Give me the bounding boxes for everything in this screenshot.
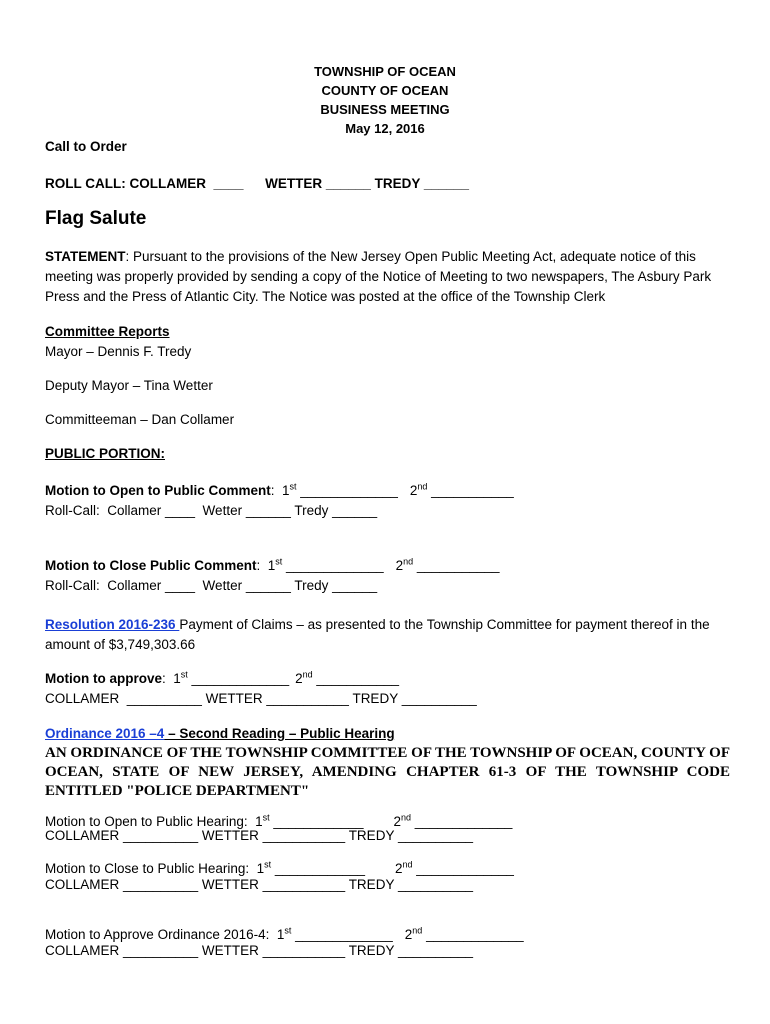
public-portion-heading: PUBLIC PORTION: bbox=[45, 446, 165, 461]
second-blank: _____________ bbox=[422, 927, 524, 942]
first-blank: _____________ bbox=[296, 483, 398, 498]
flag-salute-heading: Flag Salute bbox=[45, 208, 147, 229]
motion-open-public-comment bbox=[45, 483, 514, 498]
first-sup: st bbox=[289, 481, 297, 492]
statement-text: : Pursuant to the provisions of the New Jersey Open Public Meeting Act, adequate notice of this meeting was properly provided by sending a copy of the Notice of Meeting to two newspapers, The Asbury Park Press and the Press of Atlantic City. The Notice was posted at the office of the Township Clerk bbox=[45, 249, 712, 304]
second-blank: ___________ bbox=[427, 483, 514, 498]
motion-close-public-comment bbox=[45, 558, 500, 573]
motion-approve-label: Motion to approve bbox=[45, 671, 162, 686]
header-county: COUNTY OF OCEAN bbox=[321, 83, 449, 98]
second-label: 2 bbox=[395, 558, 404, 573]
first-label: : 1 bbox=[270, 483, 290, 498]
header-township: TOWNSHIP OF OCEAN bbox=[314, 64, 456, 79]
second-blank: ___________ bbox=[413, 558, 500, 573]
header-date: May 12, 2016 bbox=[345, 121, 425, 136]
second-sup: nd bbox=[402, 859, 413, 870]
roll-call-label: ROLL CALL: bbox=[45, 176, 126, 191]
second-blank: ___________ bbox=[312, 671, 400, 686]
second-sup: nd bbox=[417, 481, 428, 492]
second-label: 2 bbox=[395, 861, 403, 876]
first-sup: st bbox=[284, 925, 292, 936]
call-to-order: Call to Order bbox=[45, 139, 127, 154]
resolution-link[interactable]: Resolution 2016-236 bbox=[45, 617, 180, 632]
second-label: 2 bbox=[409, 483, 418, 498]
second-sup: nd bbox=[403, 556, 414, 567]
statement-paragraph bbox=[45, 247, 735, 307]
motion-open-public-label: Motion to Open to Public Comment bbox=[45, 483, 271, 498]
motion-open-hearing-rollcall: COLLAMER __________ WETTER ___________ TREDY __________ bbox=[45, 828, 474, 843]
committee-reports-heading: Committee Reports bbox=[45, 324, 170, 339]
roll-call-collamer: COLLAMER ____ bbox=[129, 176, 244, 191]
first-blank: _____________ bbox=[282, 558, 384, 573]
first-label: : 1 bbox=[162, 671, 181, 686]
second-label: 2 bbox=[404, 927, 413, 942]
statement-label: STATEMENT bbox=[45, 249, 126, 264]
motion-close-hearing-rollcall: COLLAMER __________ WETTER ___________ TREDY __________ bbox=[45, 877, 474, 892]
motion-open-public-rollcall: Roll-Call: Collamer ____ Wetter ______ Tredy ______ bbox=[45, 503, 378, 518]
motion-open-hearing bbox=[45, 814, 512, 829]
first-sup: st bbox=[275, 556, 283, 567]
motion-close-public-rollcall: Roll-Call: Collamer ____ Wetter ______ Tredy ______ bbox=[45, 578, 378, 593]
roll-call bbox=[45, 176, 469, 191]
ordinance-title: AN ORDINANCE OF THE TOWNSHIP COMMITTEE OF THE TOWNSHIP OF OCEAN, COUNTY OF OCEAN, STATE OF NEW JERSEY, AMENDING CHAPTER 61-3 OF THE TOWNSHIP CODE ENTITLED "POLICE DEPARTMENT" bbox=[45, 745, 730, 799]
motion-approve-ord-label: Motion to Approve Ordinance 2016-4: 1 bbox=[45, 927, 285, 942]
first-blank: ____________ bbox=[269, 814, 364, 829]
resolution-text: Payment of Claims – as presented to the Township Committee for payment thereof in the amount of $3,749,303.66 bbox=[45, 617, 710, 652]
roll-call-wetter: WETTER ______ bbox=[265, 176, 371, 191]
motion-open-hearing-label: Motion to Open to Public Hearing: 1 bbox=[45, 814, 263, 829]
motion-approve-rollcall: COLLAMER __________ WETTER ___________ TREDY __________ bbox=[45, 691, 477, 706]
motion-approve-ordinance bbox=[45, 927, 524, 942]
second-label: 2 bbox=[295, 671, 303, 686]
first-blank: _____________ bbox=[187, 671, 290, 686]
second-label: 2 bbox=[393, 814, 402, 829]
second-sup: nd bbox=[401, 812, 412, 823]
committee-committeeman: Committeeman – Dan Collamer bbox=[45, 412, 235, 427]
resolution-paragraph bbox=[45, 615, 735, 655]
first-sup: st bbox=[264, 859, 272, 870]
ordinance-heading-rest: – Second Reading – Public Hearing bbox=[164, 726, 395, 741]
motion-close-hearing-label: Motion to Close to Public Hearing: 1 bbox=[45, 861, 265, 876]
roll-call-tredy: TREDY ______ bbox=[374, 176, 469, 191]
second-blank: _____________ bbox=[412, 861, 514, 876]
header-meeting-type: BUSINESS MEETING bbox=[320, 102, 450, 117]
motion-close-hearing bbox=[45, 861, 514, 876]
committee-mayor: Mayor – Dennis F. Tredy bbox=[45, 344, 192, 359]
ordinance-heading bbox=[45, 726, 395, 741]
first-blank: ____________ bbox=[271, 861, 365, 876]
first-sup: st bbox=[180, 669, 188, 680]
motion-approve bbox=[45, 671, 399, 686]
first-blank: _____________ bbox=[291, 927, 393, 942]
second-sup: nd bbox=[302, 669, 313, 680]
first-label: : 1 bbox=[256, 558, 276, 573]
motion-close-public-label: Motion to Close Public Comment bbox=[45, 558, 257, 573]
first-sup: st bbox=[262, 812, 270, 823]
motion-approve-ordinance-rollcall: COLLAMER __________ WETTER ___________ TREDY __________ bbox=[45, 943, 474, 958]
second-sup: nd bbox=[412, 925, 423, 936]
committee-deputy-mayor: Deputy Mayor – Tina Wetter bbox=[45, 378, 213, 393]
second-blank: _____________ bbox=[411, 814, 513, 829]
ordinance-link[interactable]: Ordinance 2016 –4 bbox=[45, 726, 165, 741]
